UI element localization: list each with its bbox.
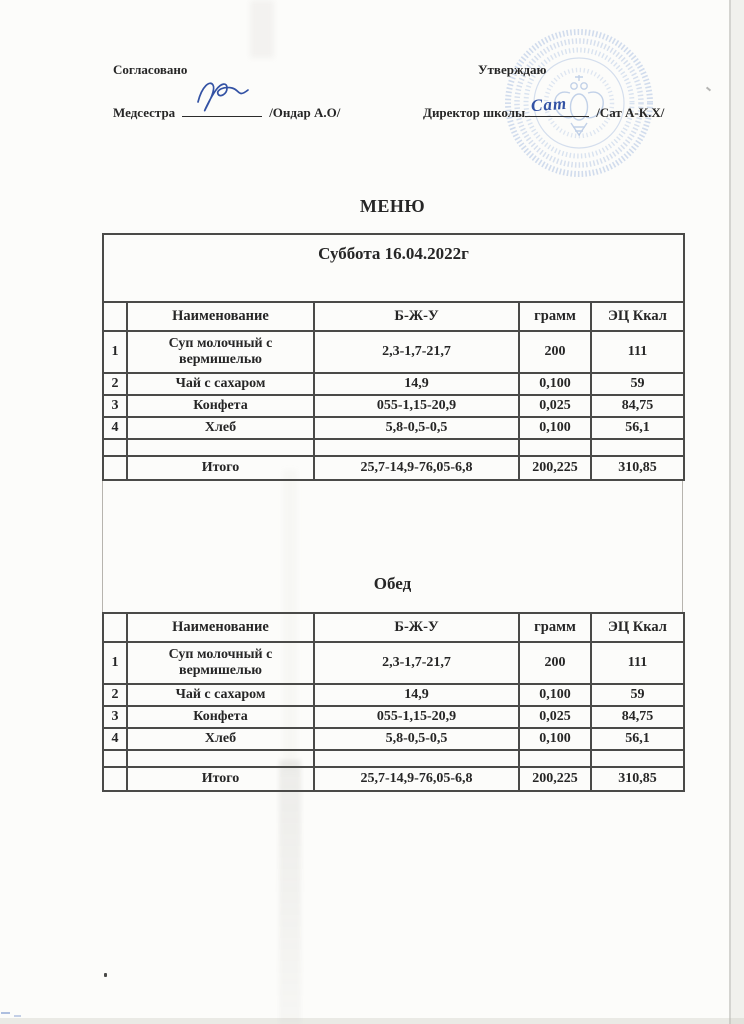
menu-row <box>103 728 684 750</box>
scan-artifact-blue-dash <box>14 1015 21 1017</box>
kcal-value: 111 <box>591 331 684 373</box>
total-kcal: 310,85 <box>591 767 684 791</box>
col-header-gram: грамм <box>519 302 591 331</box>
row-num: 2 <box>103 684 127 706</box>
col-header-num <box>103 302 127 331</box>
bju-value: 14,9 <box>314 373 519 395</box>
row-num: 4 <box>103 728 127 750</box>
row-num: 2 <box>103 373 127 395</box>
total-label: Итого <box>127 767 314 791</box>
menu-body <box>102 233 683 792</box>
lunch-heading: Обед <box>373 574 412 593</box>
gram-value: 0,100 <box>519 417 591 439</box>
total-bju: 25,7-14,9-76,05-6,8 <box>314 456 519 480</box>
gram-value: 0,025 <box>519 395 591 417</box>
col-header-kcal: ЭЦ Ккал <box>591 613 684 642</box>
empty-row <box>103 750 684 767</box>
director-signature: Сат <box>530 93 568 115</box>
col-header-num <box>103 613 127 642</box>
gram-value: 200 <box>519 642 591 684</box>
approval-left-signature-row <box>113 102 340 121</box>
dish-name: Суп молочный с вермишелью <box>127 642 314 684</box>
bju-value: 5,8-0,5-0,5 <box>314 728 519 750</box>
dish-name: Конфета <box>127 706 314 728</box>
gram-value: 0,025 <box>519 706 591 728</box>
kcal-value: 56,1 <box>591 728 684 750</box>
table-date-header: Суббота 16.04.2022г <box>103 234 684 302</box>
approval-block-right <box>423 62 664 120</box>
total-gram: 200,225 <box>519 456 591 480</box>
approval-left-role: Медсестра <box>113 104 176 120</box>
kcal-value: 56,1 <box>591 417 684 439</box>
nurse-signature-icon <box>194 78 252 112</box>
table-date-header-row <box>103 234 684 302</box>
col-header-bju: Б-Ж-У <box>314 613 519 642</box>
approval-right-role: Директор школы <box>423 104 526 120</box>
approval-left-name: /Ондар А.О/ <box>269 104 341 120</box>
approval-right-heading: Утверждаю <box>478 62 547 77</box>
scan-artifact-edge-line <box>729 0 731 1024</box>
menu-row <box>103 706 684 728</box>
scan-artifact-bottom-edge <box>0 1018 744 1024</box>
menu-row <box>103 642 684 684</box>
dish-name: Хлеб <box>127 417 314 439</box>
signature-line <box>525 93 589 117</box>
total-row <box>103 767 684 791</box>
scan-artifact-blue-dash <box>1 1012 10 1014</box>
page-title: МЕНЮ <box>359 196 426 216</box>
row-num: 1 <box>103 642 127 684</box>
bju-value: 2,3-1,7-21,7 <box>314 642 519 684</box>
row-num: 4 <box>103 417 127 439</box>
dish-name: Чай с сахаром <box>127 373 314 395</box>
bju-value: 14,9 <box>314 684 519 706</box>
row-num: 1 <box>103 331 127 373</box>
gram-value: 0,100 <box>519 728 591 750</box>
gram-value: 200 <box>519 331 591 373</box>
approval-left-heading: Согласовано <box>113 62 188 77</box>
col-header-name: Наименование <box>127 302 314 331</box>
scan-artifact-band <box>279 760 301 1024</box>
row-num: 3 <box>103 395 127 417</box>
menu-table-saturday <box>102 233 685 481</box>
total-label: Итого <box>127 456 314 480</box>
col-header-kcal: ЭЦ Ккал <box>591 302 684 331</box>
row-num: 3 <box>103 706 127 728</box>
menu-row <box>103 417 684 439</box>
bju-value: 5,8-0,5-0,5 <box>314 417 519 439</box>
dish-name: Чай с сахаром <box>127 684 314 706</box>
kcal-value: 84,75 <box>591 706 684 728</box>
col-header-bju: Б-Ж-У <box>314 302 519 331</box>
column-header-row <box>103 302 684 331</box>
kcal-value: 84,75 <box>591 395 684 417</box>
approval-right-name: /Сат А-К.Х/ <box>596 104 665 120</box>
dish-name: Хлеб <box>127 728 314 750</box>
col-header-gram: грамм <box>519 613 591 642</box>
kcal-value: 59 <box>591 684 684 706</box>
kcal-value: 111 <box>591 642 684 684</box>
menu-row <box>103 395 684 417</box>
bju-value: 055-1,15-20,9 <box>314 395 519 417</box>
scan-artifact-edge <box>731 0 744 1024</box>
total-kcal: 310,85 <box>591 456 684 480</box>
scan-artifact-speck <box>104 973 107 977</box>
menu-row <box>103 684 684 706</box>
scan-artifact-speck <box>706 87 711 92</box>
column-header-row <box>103 613 684 642</box>
approval-block-left <box>113 62 340 120</box>
menu-row <box>103 331 684 373</box>
section-title-lunch <box>102 481 683 612</box>
gram-value: 0,100 <box>519 373 591 395</box>
dish-name: Конфета <box>127 395 314 417</box>
scan-artifact-smudge <box>250 0 274 58</box>
menu-row <box>103 373 684 395</box>
signature-line <box>182 102 262 117</box>
empty-row <box>103 439 684 456</box>
total-bju: 25,7-14,9-76,05-6,8 <box>314 767 519 791</box>
gram-value: 0,100 <box>519 684 591 706</box>
total-gram: 200,225 <box>519 767 591 791</box>
kcal-value: 59 <box>591 373 684 395</box>
bju-value: 055-1,15-20,9 <box>314 706 519 728</box>
menu-table-lunch <box>102 612 685 792</box>
col-header-name: Наименование <box>127 613 314 642</box>
dish-name: Суп молочный с вермишелью <box>127 331 314 373</box>
approval-right-signature-row <box>423 93 665 121</box>
total-row <box>103 456 684 480</box>
bju-value: 2,3-1,7-21,7 <box>314 331 519 373</box>
